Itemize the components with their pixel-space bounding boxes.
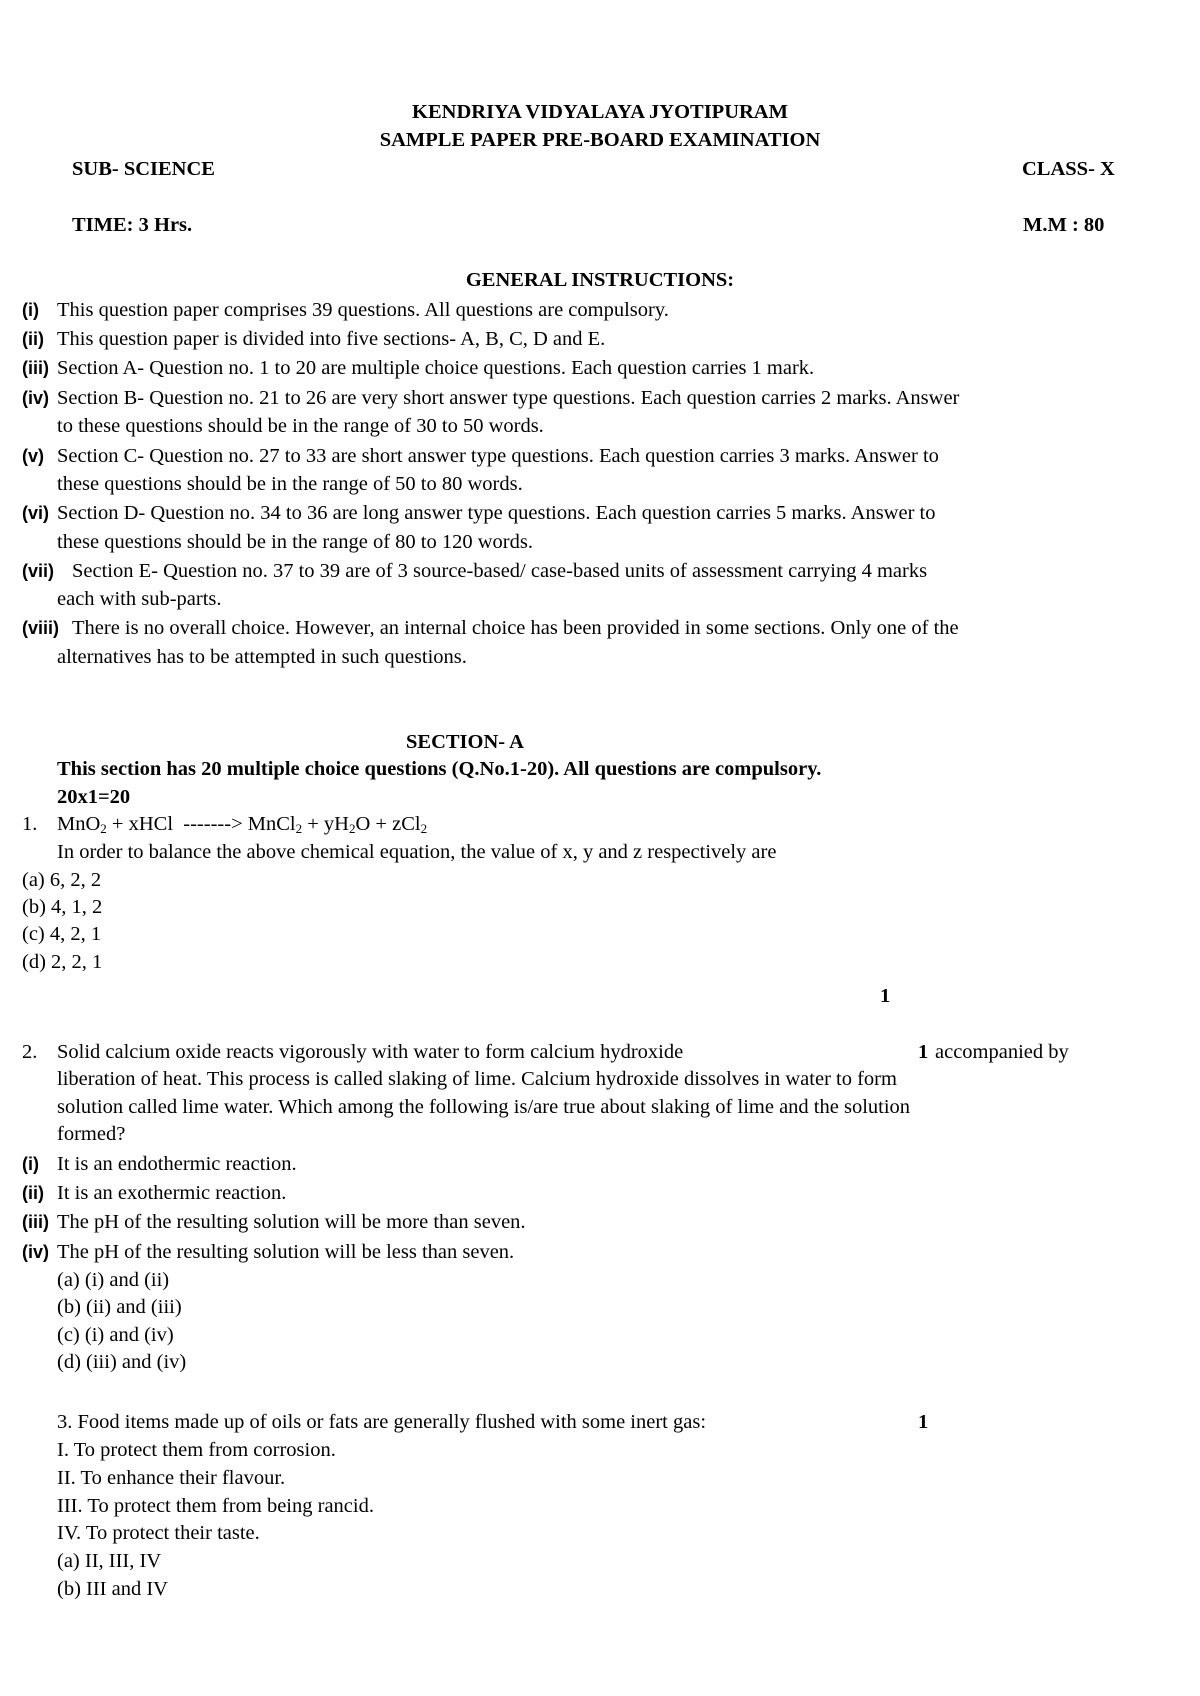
answer-option: (c) (i) and (iv) <box>57 1324 174 1346</box>
instruction-text-cont: alternatives has to be attempted in such questions. <box>57 646 467 668</box>
question-text: formed? <box>57 1123 126 1145</box>
exam-title: SAMPLE PAPER PRE-BOARD EXAMINATION <box>379 129 821 151</box>
instruction-number: (ii) <box>22 329 44 349</box>
chemical-equation: MnO$_2$ + xHCl -------> MnCl$_2$ + $yH_2O + zCl_2$ <box>57 813 428 836</box>
question-number: 2. <box>22 1041 38 1063</box>
question-text: accompanied by <box>935 1041 1069 1063</box>
answer-option: (b) 4, 1, 2 <box>22 896 103 918</box>
answer-option: (a) (i) and (ii) <box>57 1269 170 1291</box>
statement-text: It is an exothermic reaction. <box>57 1182 287 1204</box>
answer-option: (a) II, III, IV <box>57 1550 162 1572</box>
instructions-title: GENERAL INSTRUCTIONS: <box>465 269 735 291</box>
school-name: KENDRIYA VIDYALAYA JYOTIPURAM <box>412 101 788 123</box>
statement-text: III. To protect them from being rancid. <box>57 1495 374 1517</box>
instruction-number: (iv) <box>22 388 49 408</box>
statement-number: (iii) <box>22 1212 49 1232</box>
statement-text: It is an endothermic reaction. <box>57 1153 297 1175</box>
statement-text: The pH of the resulting solution will be less than seven. <box>57 1241 515 1263</box>
question-text: liberation of heat. This process is called slaking of lime. Calcium hydroxide dissolves in water to form <box>57 1068 897 1090</box>
answer-option: (d) 2, 2, 1 <box>22 951 103 973</box>
section-marks: 20x1=20 <box>57 786 131 808</box>
subject-label: SUB- SCIENCE <box>72 158 215 180</box>
class-label: CLASS- X <box>1022 158 1115 180</box>
instruction-number: (vi) <box>22 503 49 523</box>
statement-number: (ii) <box>22 1183 44 1203</box>
instruction-number: (viii) <box>22 618 60 638</box>
question-marks: 1 <box>880 985 891 1007</box>
statement-text: IV. To protect their taste. <box>57 1522 260 1544</box>
instruction-text: Section C- Question no. 27 to 33 are short answer type questions. Each question carries 3 marks. Answer to <box>57 445 939 467</box>
statement-number: (i) <box>22 1154 39 1174</box>
instruction-text-cont: each with sub-parts. <box>57 588 222 610</box>
instruction-number: (i) <box>22 300 39 320</box>
instruction-text: Section E- Question no. 37 to 39 are of 3 source-based/ case-based units of assessment carrying 4 marks <box>72 560 928 582</box>
instruction-text: Section D- Question no. 34 to 36 are long answer type questions. Each question carries 5 marks. Answer to <box>57 502 936 524</box>
instruction-text: This question paper is divided into five sections- A, B, C, D and E. <box>57 328 606 350</box>
question-marks: 1 <box>918 1041 929 1063</box>
question-text: 3. Food items made up of oils or fats are generally flushed with some inert gas: <box>57 1411 707 1433</box>
answer-option: (b) III and IV <box>57 1578 168 1600</box>
instruction-text-cont: these questions should be in the range of 50 to 80 words. <box>57 473 523 495</box>
instruction-text: Section B- Question no. 21 to 26 are very short answer type questions. Each question carries 2 marks. Answer <box>57 387 960 409</box>
time-label: TIME: 3 Hrs. <box>72 214 193 236</box>
answer-option: (c) 4, 2, 1 <box>22 923 102 945</box>
instruction-number: (vii) <box>22 561 55 581</box>
answer-option: (a) 6, 2, 2 <box>22 869 102 891</box>
instruction-text: This question paper comprises 39 questions. All questions are compulsory. <box>57 299 669 321</box>
statement-text: II. To enhance their flavour. <box>57 1467 286 1489</box>
instruction-text-cont: to these questions should be in the range of 30 to 50 words. <box>57 415 544 437</box>
statement-number: (iv) <box>22 1242 49 1262</box>
question-text: In order to balance the above chemical equation, the value of x, y and z respectively are <box>57 841 777 863</box>
instruction-number: (v) <box>22 446 44 466</box>
question-text: Solid calcium oxide reacts vigorously with water to form calcium hydroxide <box>57 1041 684 1063</box>
instruction-text-cont: these questions should be in the range of 80 to 120 words. <box>57 531 533 553</box>
instruction-text: Section A- Question no. 1 to 20 are multiple choice questions. Each question carries 1 mark. <box>57 357 815 379</box>
instruction-text: There is no overall choice. However, an internal choice has been provided in some sections. Only one of the <box>72 617 959 639</box>
instruction-number: (iii) <box>22 358 49 378</box>
question-text: solution called lime water. Which among the following is/are true about slaking of lime and the solution <box>57 1096 911 1118</box>
answer-option: (d) (iii) and (iv) <box>57 1351 187 1373</box>
answer-option: (b) (ii) and (iii) <box>57 1296 182 1318</box>
statement-text: The pH of the resulting solution will be more than seven. <box>57 1211 526 1233</box>
question-marks: 1 <box>918 1411 929 1433</box>
section-title: SECTION- A <box>406 731 524 753</box>
question-number: 1. <box>22 813 38 835</box>
statement-text: I. To protect them from corrosion. <box>57 1439 336 1461</box>
section-description: This section has 20 multiple choice questions (Q.No.1-20). All questions are compulsory. <box>57 758 822 780</box>
max-marks-label: M.M : 80 <box>1023 214 1105 236</box>
